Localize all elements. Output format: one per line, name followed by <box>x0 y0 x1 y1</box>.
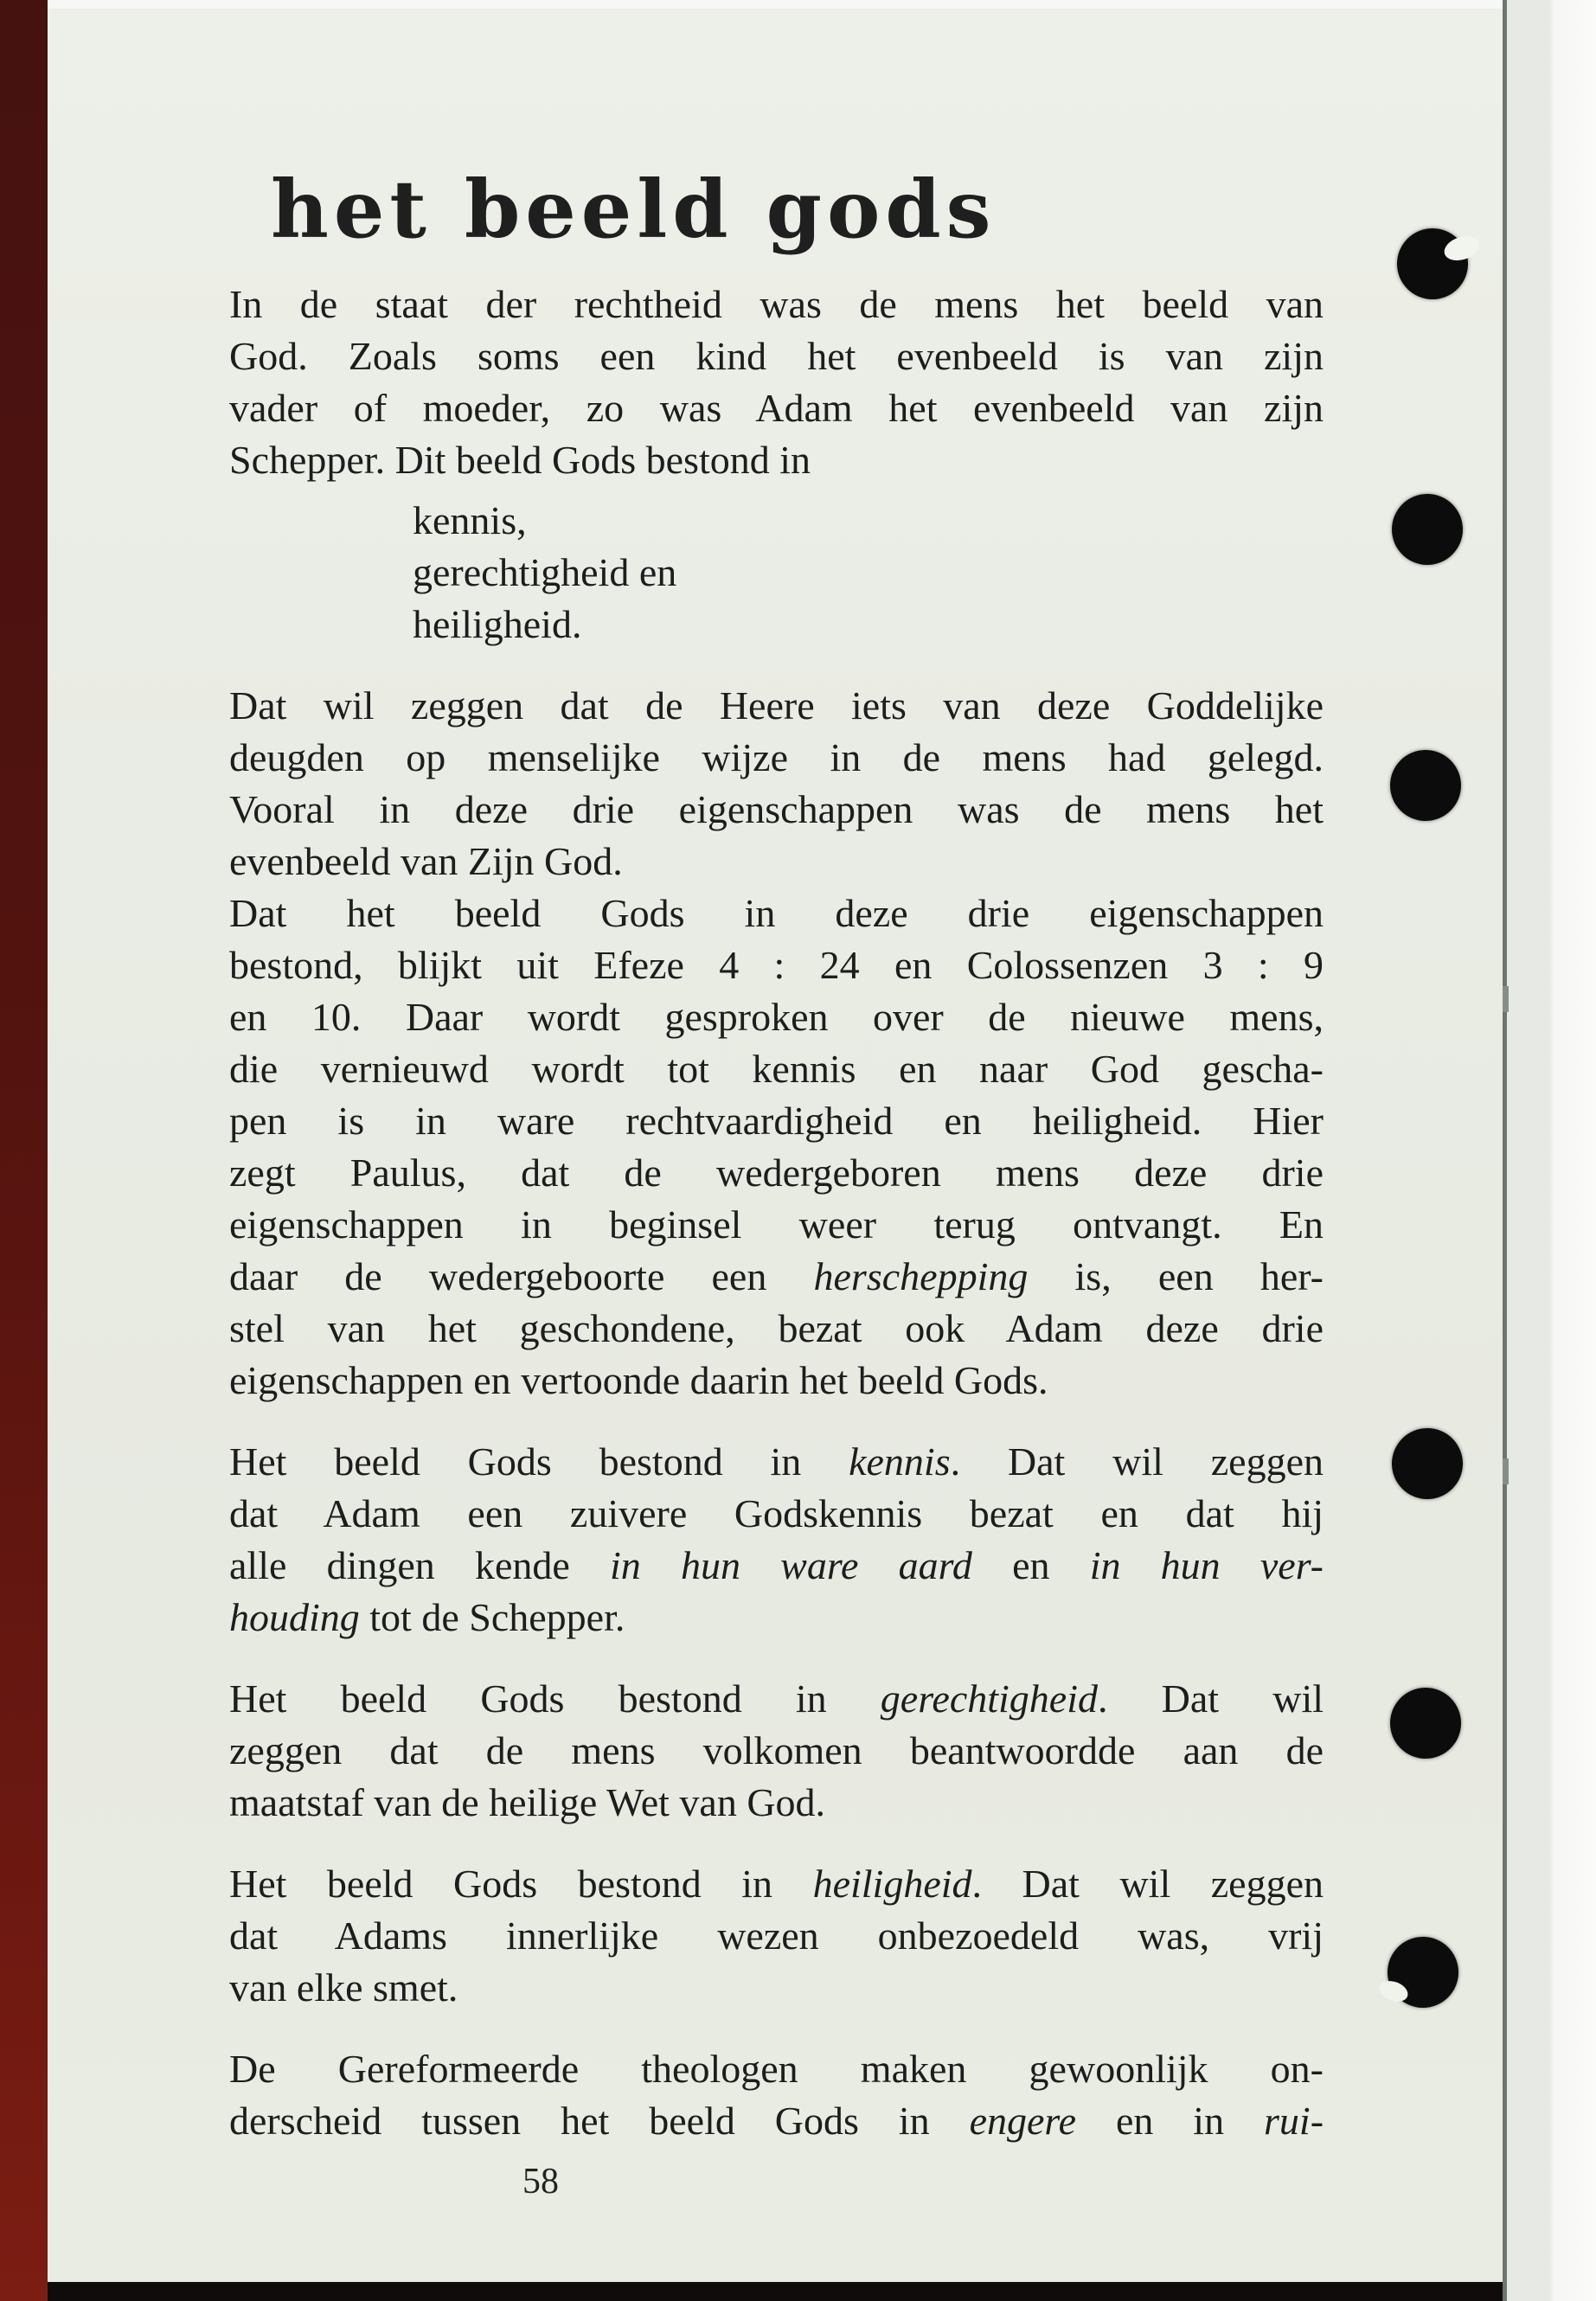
page-number: 58 <box>522 2162 559 2202</box>
scan-bottom-edge <box>48 2282 1503 2301</box>
paragraph <box>229 1858 1324 2014</box>
text-run: Dat het beeld Gods in deze drie eigenschappen <box>229 891 1324 935</box>
text-line <box>229 1488 1324 1540</box>
text-run: Het beeld Gods bestond in <box>229 1676 881 1721</box>
text-run: van elke smet. <box>229 1965 458 2009</box>
binding-hole <box>1392 1428 1463 1499</box>
text-line <box>229 836 1324 888</box>
text-run: heiligheid. <box>413 602 582 646</box>
text-line <box>229 1095 1324 1147</box>
book-spine-edge <box>0 0 48 2301</box>
binding-hole <box>1388 1937 1458 2008</box>
text-run: bestond, blijkt uit Efeze 4 : 24 en Colossenzen 3 : 9 <box>229 943 1324 987</box>
text-line <box>229 732 1324 784</box>
text-line <box>229 1199 1324 1251</box>
paragraph <box>229 1436 1324 1644</box>
text-line <box>413 495 1324 547</box>
text-line <box>229 1673 1324 1725</box>
text-run: pen is in ware rechtvaardigheid en heiligheid. Hier <box>229 1099 1324 1143</box>
text-run: zeggen dat de mens volkomen beantwoordde aan de <box>229 1728 1324 1772</box>
italic-text: houding <box>229 1595 360 1639</box>
text-line <box>229 2095 1324 2147</box>
italic-text: heiligheid <box>812 1862 972 1906</box>
text-run: Vooral in deze drie eigenschappen was de mens het <box>229 787 1324 831</box>
text-line <box>229 1962 1324 2014</box>
text-line <box>229 680 1324 732</box>
text-line <box>229 434 1324 486</box>
text-run: In de staat der rechtheid was de mens het beeld van <box>229 282 1324 326</box>
text-line <box>229 1777 1324 1829</box>
text-run: en in <box>1076 2099 1265 2143</box>
paragraph <box>229 1673 1324 1829</box>
page-top-sheen <box>48 0 1503 9</box>
scan-right-margin <box>1503 0 1596 2301</box>
text-run: zegt Paulus, dat de wedergeboren mens deze drie <box>229 1150 1324 1195</box>
text-run: . Dat wil <box>1098 1676 1324 1721</box>
text-line <box>229 279 1324 330</box>
text-line <box>229 1910 1324 1962</box>
text-run: deugden op menselijke wijze in de mens had gelegd. <box>229 735 1324 779</box>
page-title: het beeld gods <box>271 163 997 256</box>
paragraph <box>229 279 1324 486</box>
text-run: alle dingen kende <box>229 1543 611 1587</box>
text-line <box>229 1251 1324 1303</box>
text-line <box>229 1043 1324 1095</box>
text-line <box>229 1858 1324 1910</box>
text-run: derscheid tussen het beeld Gods in <box>229 2099 970 2143</box>
page-paper <box>48 0 1503 2282</box>
text-run: Schepper. Dit beeld Gods bestond in <box>229 438 811 482</box>
text-line <box>229 939 1324 991</box>
text-line <box>229 1725 1324 1777</box>
text-line <box>229 991 1324 1043</box>
text-run: Dat wil zeggen dat de Heere iets van deze Goddelijke <box>229 683 1324 727</box>
text-run: dat Adams innerlijke wezen onbezoedeld was, vrij <box>229 1913 1324 1958</box>
paragraph <box>229 680 1324 1407</box>
text-run: gerechtigheid en <box>413 550 677 594</box>
text-run: Het beeld Gods bestond in <box>229 1862 813 1906</box>
binding-hole <box>1390 750 1461 821</box>
text-run: is, een her- <box>1028 1254 1324 1298</box>
text-column <box>229 279 1324 2176</box>
text-run: die vernieuwd wordt tot kennis en naar God gescha- <box>229 1047 1324 1091</box>
text-run: De Gereformeerde theologen maken gewoonlijk on- <box>229 2047 1324 2091</box>
italic-text: rui- <box>1264 2099 1324 2143</box>
text-run: Het beeld Gods bestond in <box>229 1439 849 1484</box>
text-run: . Dat wil zeggen <box>971 1862 1324 1906</box>
text-run: vader of moeder, zo was Adam het evenbeeld van zijn <box>229 386 1324 430</box>
text-line <box>413 599 1324 651</box>
paragraph <box>229 2043 1324 2147</box>
attribute-list <box>229 495 1324 651</box>
italic-text: gerechtigheid <box>880 1676 1098 1721</box>
text-run: dat Adam een zuivere Godskennis bezat en dat hij <box>229 1491 1324 1535</box>
binding-hole <box>1397 228 1468 299</box>
text-line <box>229 888 1324 939</box>
text-line <box>229 2043 1324 2095</box>
text-run: eigenschappen en vertoonde daarin het beeld Gods. <box>229 1358 1048 1402</box>
text-run: daar de wedergeboorte een <box>229 1254 814 1298</box>
binding-hole <box>1392 494 1463 565</box>
text-run: eigenschappen in beginsel weer terug ontvangt. En <box>229 1202 1324 1247</box>
binding-hole <box>1390 1688 1461 1759</box>
italic-text: in hun ver- <box>1089 1543 1324 1587</box>
text-run: evenbeeld van Zijn God. <box>229 839 623 883</box>
text-line <box>229 1540 1324 1592</box>
text-run: en <box>971 1543 1090 1587</box>
text-run: en 10. Daar wordt gesproken over de nieuwe mens, <box>229 995 1324 1039</box>
italic-text: kennis <box>849 1439 951 1484</box>
text-line <box>229 1592 1324 1644</box>
text-run: kennis, <box>413 498 527 542</box>
text-run: maatstaf van de heilige Wet van God. <box>229 1780 826 1824</box>
text-line <box>229 1147 1324 1199</box>
text-line <box>229 1303 1324 1355</box>
text-line <box>229 382 1324 434</box>
text-run: God. Zoals soms een kind het evenbeeld is van zijn <box>229 334 1324 378</box>
italic-text: engere <box>969 2099 1077 2143</box>
text-line <box>229 1355 1324 1407</box>
text-line <box>229 784 1324 836</box>
italic-text: in hun ware aard <box>610 1543 972 1587</box>
text-run: tot de Schepper. <box>359 1595 625 1639</box>
italic-text: herschepping <box>813 1254 1029 1298</box>
text-line <box>229 1436 1324 1488</box>
text-line <box>229 330 1324 382</box>
text-run: stel van het geschondene, bezat ook Adam deze drie <box>229 1306 1324 1350</box>
text-line <box>413 547 1324 599</box>
text-run: . Dat wil zeggen <box>950 1439 1324 1484</box>
